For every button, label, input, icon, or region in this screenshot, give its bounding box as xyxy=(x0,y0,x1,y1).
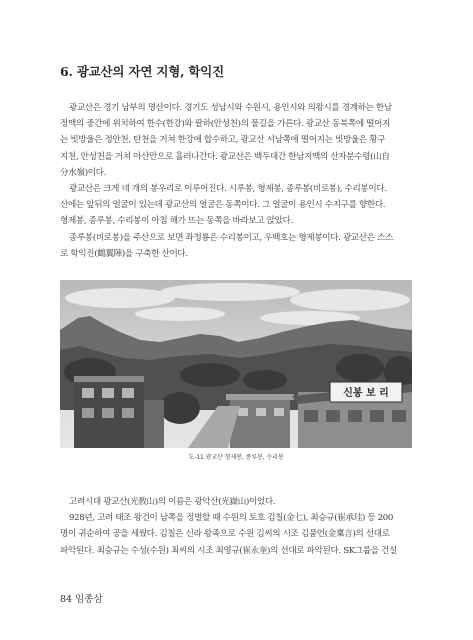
paragraph-line: 928년, 고려 태조 왕건이 남쪽을 정벌할 때 수원의 토호 김칠(金七), 최승규(崔承珪) 등 200 xyxy=(69,513,394,524)
building-middle xyxy=(226,394,294,448)
paragraph-4 xyxy=(60,494,414,559)
paragraph-line: 광교산은 크게 네 개의 봉우리로 이루어진다. 시루봉, 형제봉, 종루봉(비로봉), 수리봉이다. xyxy=(69,184,387,194)
paragraph-line: 로 학익진(鶴翼陣)을 구축한 산이다. xyxy=(60,249,188,260)
paragraph-line: 명이 귀순하여 공을 세웠다. 김칠은 신라 왕족으로 수원 김씨의 시조 김품언(金稟言)의 선대로 xyxy=(60,529,390,540)
shop-sign-text: 신봉 보 리 xyxy=(343,388,389,399)
paragraph-line: 는 빗방울은 정안천, 탄천을 거쳐 한강에 합수하고, 광교산 서남쪽에 떨어지는 빗방울은 황구 xyxy=(60,135,386,146)
mountain-photo xyxy=(60,280,412,448)
book-title: 임종삼 xyxy=(75,594,103,605)
paragraph-line: 파악된다. 최승규는 수성(수원) 최씨의 시조 최영규(崔永奎)의 선대로 파악된다. SK그룹을 건설 xyxy=(60,545,397,556)
paragraph-1 xyxy=(60,100,414,181)
paragraph-line: 지천, 안성천을 거쳐 아산만으로 흘러나간다. 광교산은 백두대간 한남지맥의 산자분수령(山自 xyxy=(60,151,390,162)
section-heading: 6. 광교산의 자연 지형, 학익진 xyxy=(60,64,225,79)
page-number: 84 xyxy=(60,594,73,605)
paragraph-line: 정맥의 중간에 위치하여 한수(한강)와 팔하(안성천)의 물길을 가른다. 광교산 동북쪽에 떨어지 xyxy=(60,119,391,130)
paragraph-2 xyxy=(60,181,414,230)
paragraph-line: 고려시대 광교산(光敎山)의 이름은 광악산(光嶽山)이었다. xyxy=(69,497,276,507)
paragraph-line: 分水嶺)이다. xyxy=(60,167,107,178)
page-footer xyxy=(60,591,103,605)
paragraph-line: 형제봉, 종루봉, 수리봉이 아침 해가 뜨는 동쪽을 바라보고 앉았다. xyxy=(60,216,293,227)
paragraph-3 xyxy=(60,230,414,262)
paragraph-line: 종루봉(비로봉)을 주산으로 보면 좌청룡은 수리봉이고, 우백호는 형제봉이다. 광교산은 스스 xyxy=(69,233,394,243)
paragraph-line: 광교산은 경기 남부의 명산이다. 경기도 성남시와 수원시, 용인시와 의왕시를 경계하는 한남 xyxy=(69,103,392,113)
paragraph-line: 산에는 앞뒤의 얼굴이 있는데 광교산의 얼굴은 동쪽이다. 그 얼굴이 용인시 수지구를 향한다. xyxy=(60,200,386,211)
photo-caption: 도-11 광교산 형제봉, 종루봉, 수리봉 xyxy=(188,454,284,461)
